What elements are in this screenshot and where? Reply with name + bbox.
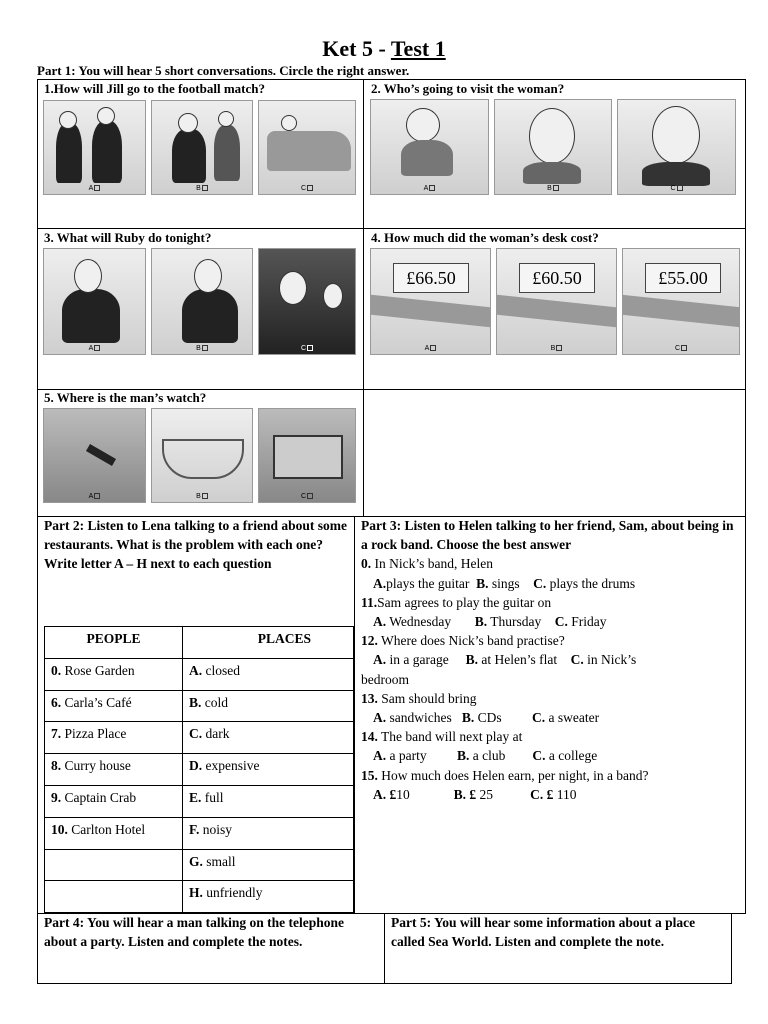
people-places-table [44,626,354,913]
question-3-pictures [43,248,356,355]
table-row: 9. Captain Crab E. full [45,785,354,817]
q1-picture-a[interactable]: A [43,100,146,195]
q4-picture-c[interactable]: £55.00 C [622,248,740,355]
q4-picture-a[interactable]: £66.50 A [370,248,491,355]
part3-question-14: 14. The band will next play at [361,729,523,745]
question-4-pictures [370,248,740,355]
part3-content [361,516,741,804]
test-number: Test 1 [390,36,446,61]
question-2-label: 2. Who’s going to visit the woman? [371,81,565,96]
part3-intro: Part 3: Listen to Helen talking to her friend, Sam, about being in a rock band. Choose the best answer [361,518,734,553]
q4-price-b: £60.50 [519,263,595,293]
part3-question-13: 13. Sam should bring [361,690,477,706]
table-row: G. small [45,849,354,881]
places-header: PLACES [183,627,354,659]
q1-picture-b[interactable]: B [151,100,253,195]
q1-picture-c[interactable]: C [258,100,356,195]
q4-price-a: £66.50 [393,263,469,293]
question-2-pictures [370,99,736,195]
q3-picture-b[interactable]: B [151,248,253,355]
q5-picture-a[interactable]: A [43,408,146,503]
people-header: PEOPLE [45,627,183,659]
part3-question-11: 11.Sam agrees to play the guitar on [361,594,552,610]
question-5-label: 5. Where is the man’s watch? [44,390,207,405]
q4-picture-b[interactable]: £60.50 B [496,248,617,355]
question-1-pictures [43,100,356,195]
page-title: Ket 5 - Test 1 [322,36,446,61]
q5-picture-c[interactable]: C [258,408,356,503]
part5-intro: Part 5: You will hear some information about a place called Sea World. Listen and complete the note. [391,915,696,950]
table-row: 8. Curry house D. expensive [45,754,354,786]
table-row: 6. Carla’s Café B. cold [45,690,354,722]
part1-empty-cell [363,389,746,517]
part1-intro: Part 1: You will hear 5 short conversations. Circle the right answer. [37,63,410,78]
table-row: 7. Pizza Place C. dark [45,722,354,754]
q2-picture-a[interactable]: A [370,99,489,195]
part3-question-15: 15. How much does Helen earn, per night, in a band? [361,767,649,783]
q3-picture-c[interactable]: C [258,248,356,355]
part3-question-0: 0. In Nick’s band, Helen [361,556,493,572]
part3-options-15: A. £10 B. £ 25 C. £ 110 [373,786,577,802]
table-row: H. unfriendly [45,881,354,913]
part2-intro: Part 2: Listen to Lena talking to a friend about some restaurants. What is the problem with each one? Write letter A – H next to each question [44,518,347,572]
table-row: 10. Carlton Hotel F. noisy [45,817,354,849]
part3-options-13: A. sandwiches B. CDs C. a sweater [373,710,600,726]
q2-picture-c[interactable]: C [617,99,736,195]
question-5-pictures [43,408,356,503]
q4-price-c: £55.00 [645,263,721,293]
question-1-label: 1.How will Jill go to the football match? [44,81,265,96]
q5-picture-b[interactable]: B [151,408,253,503]
part3-options-12-cont: bedroom [361,671,409,687]
q2-picture-b[interactable]: B [494,99,612,195]
q3-picture-a[interactable]: A [43,248,146,355]
question-4-label: 4. How much did the woman’s desk cost? [371,230,599,245]
part3-options-14: A. a party B. a club C. a college [373,748,598,764]
table-row: 0. Rose Garden A. closed [45,658,354,690]
part3-question-12: 12. Where does Nick’s band practise? [361,633,565,649]
part3-options-11: A. Wednesday B. Thursday C. Friday [373,614,607,630]
question-3-label: 3. What will Ruby do tonight? [44,230,212,245]
part3-options-12: A. in a garage B. at Helen’s flat C. in Nick’s [373,652,637,668]
part3-options-0: A.plays the guitar B. sings C. plays the drums [373,575,636,591]
part4-intro: Part 4: You will hear a man talking on the telephone about a party. Listen and complete the notes. [44,915,345,950]
